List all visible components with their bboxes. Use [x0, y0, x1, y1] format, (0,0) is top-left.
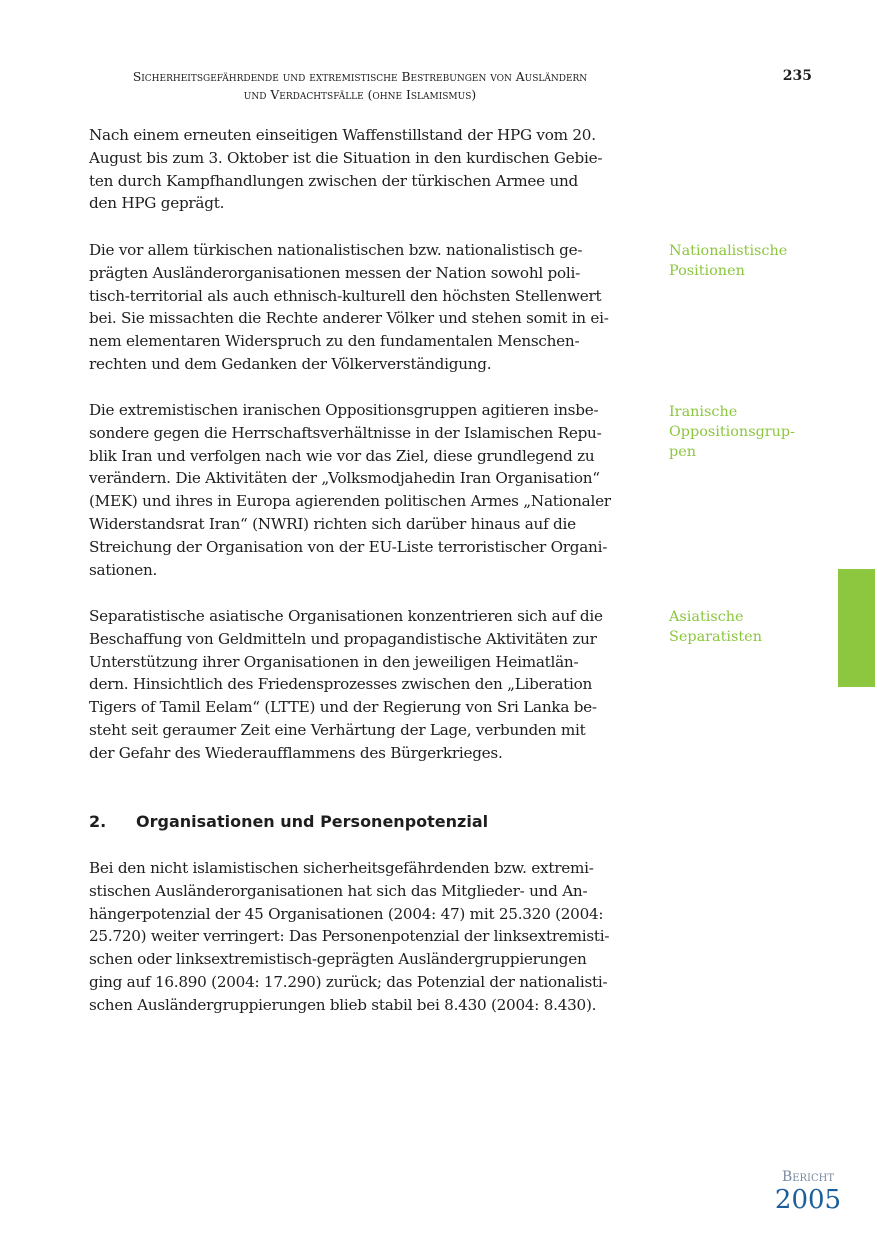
text-line: dern. Hinsichtlich des Friedensprozesses zwischen den „Liberation [89, 675, 593, 694]
text-line: stischen Ausländerorganisationen hat sich das Mitglieder- und An- [89, 881, 588, 900]
paragraph-nationalist-positions [89, 239, 645, 376]
running-header [80, 68, 640, 104]
logo-year: 2005 [774, 1185, 842, 1215]
text-line: Separatistische asiatische Organisationen konzentrieren sich auf die [89, 607, 603, 625]
chapter-side-tab [838, 569, 875, 687]
page-number: 235 [782, 68, 812, 84]
text-line: sationen. [89, 560, 158, 579]
text-line: schen oder linksextremistisch-geprägten Ausländergruppierungen [89, 950, 587, 969]
text-line: Nach einem erneuten einseitigen Waffenstillstand der HPG vom 20. [89, 126, 596, 144]
paragraph-asian-separatists [89, 605, 645, 765]
section-title: Organisationen und Personenpotenzial [136, 812, 489, 831]
text-line: schen Ausländergruppierungen blieb stabil bei 8.430 (2004: 8.430). [89, 995, 597, 1014]
text-line: ten durch Kampfhandlungen zwischen der türkischen Armee und [89, 171, 578, 190]
margin-note-line: Nationalistische [669, 243, 788, 259]
report-logo [770, 1168, 846, 1214]
margin-note-nationalist [669, 241, 819, 281]
text-line: Tigers of Tamil Eelam“ (LTTE) und der Regierung von Sri Lanka be- [89, 698, 597, 717]
text-line: sondere gegen die Herrschaftsverhältnisse in der Islamischen Repu- [89, 423, 602, 442]
text-line: der Gefahr des Wiederaufflammens des Bürgerkrieges. [89, 743, 503, 762]
text-line: bei. Sie missachten die Rechte anderer Völker und stehen somit in ei- [89, 309, 609, 328]
text-line: Bei den nicht islamistischen sicherheitsgefährdenden bzw. extremi- [89, 859, 594, 877]
text-line: Die vor allem türkischen nationalistischen bzw. nationalistisch ge- [89, 241, 583, 259]
text-line: verändern. Die Aktivitäten der „Volksmodjahedin Iran Organisation“ [89, 469, 600, 488]
margin-note-line: Positionen [669, 263, 745, 279]
text-line: Widerstandsrat Iran“ (NWRI) richten sich darüber hinaus auf die [89, 514, 576, 533]
text-line: nem elementaren Widerspruch zu den fundamentalen Menschen- [89, 332, 580, 351]
margin-note-iranian [669, 402, 819, 462]
text-line: Streichung der Organisation von der EU-Liste terroristischer Organi- [89, 537, 608, 556]
running-header-line-1: Sicherheitsgefährdende und extremistische Bestrebungen von Ausländern [132, 70, 588, 84]
text-line: hängerpotenzial der 45 Organisationen (2004: 47) mit 25.320 (2004: [89, 904, 604, 923]
text-line: August bis zum 3. Oktober ist die Situation in den kurdischen Gebie- [89, 148, 603, 167]
margin-note-line: Asiatische [669, 609, 744, 625]
paragraph-personnel-potential [89, 857, 645, 1017]
text-line: tisch-territorial als auch ethnisch-kulturell den höchsten Stellenwert [89, 286, 602, 305]
section-number: 2. [89, 812, 107, 831]
text-line: rechten und dem Gedanken der Völkerverständigung. [89, 354, 492, 373]
paragraph-hpg-ceasefire [89, 124, 645, 215]
text-line: steht seit geraumer Zeit eine Verhärtung der Lage, verbunden mit [89, 720, 586, 739]
section-heading [89, 810, 649, 834]
text-line: prägten Ausländerorganisationen messen der Nation sowohl poli- [89, 263, 581, 282]
text-line: Beschaffung von Geldmitteln und propagandistische Aktivitäten zur [89, 629, 597, 648]
text-line: 25.720) weiter verringert: Das Personenpotenzial der linksextremisti- [89, 927, 610, 946]
paragraph-iranian-opposition [89, 399, 645, 581]
margin-note-line: Oppositionsgrup- [669, 424, 796, 440]
text-line: (MEK) und ihres in Europa agierenden politischen Armes „Nationaler [89, 492, 611, 511]
text-line: blik Iran und verfolgen nach wie vor das Ziel, diese grundlegend zu [89, 446, 595, 465]
logo-word: Bericht [781, 1169, 835, 1185]
text-line: ging auf 16.890 (2004: 17.290) zurück; das Potenzial der nationalisti- [89, 972, 608, 991]
running-header-line-2: und Verdachtsfälle (ohne Islamismus) [243, 88, 477, 102]
margin-note-line: Iranische [669, 404, 738, 420]
margin-note-asian [669, 607, 819, 647]
margin-note-line: Separatisten [669, 629, 762, 645]
text-line: Die extremistischen iranischen Oppositionsgruppen agitieren insbe- [89, 401, 599, 419]
text-line: Unterstützung ihrer Organisationen in den jeweiligen Heimatlän- [89, 652, 579, 671]
text-line: den HPG geprägt. [89, 194, 225, 213]
margin-note-line: pen [669, 444, 696, 460]
